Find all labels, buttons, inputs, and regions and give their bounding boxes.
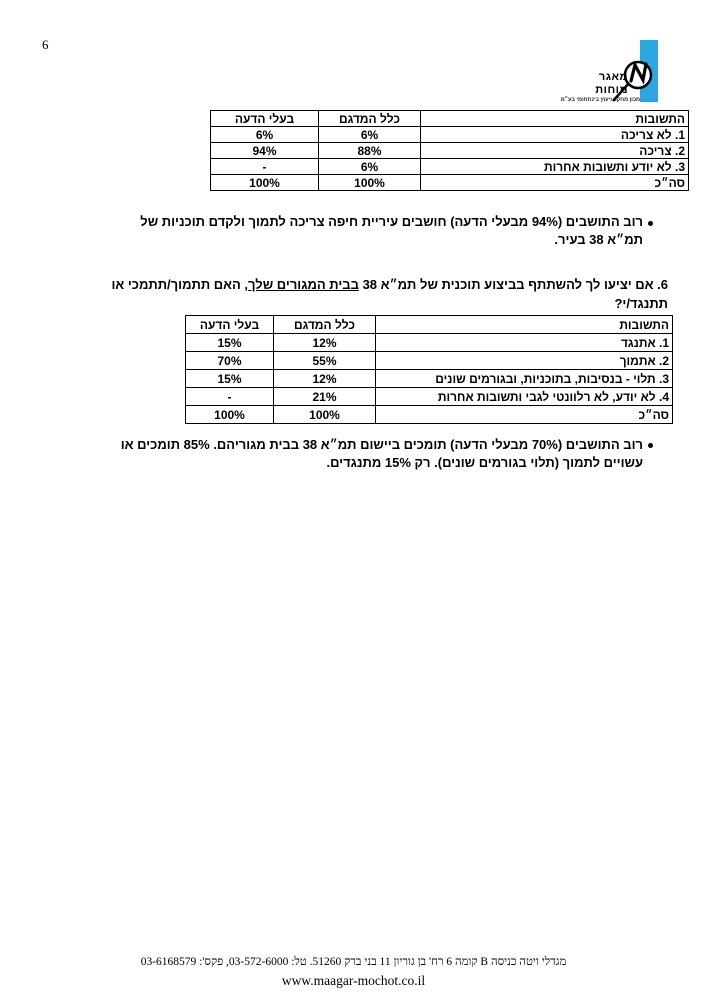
opinion-cell: 6% [211,127,319,143]
opinion-cell: 100% [211,175,319,191]
results-table-q5 [210,110,689,191]
answer-cell: סה״כ [376,406,673,424]
opinion-cell: 15% [186,370,274,388]
table-row [211,127,689,143]
sample-cell: 100% [274,406,376,424]
finding-bullet-q6 [63,436,643,471]
bullet-line: עשויים לתמוך (תלוי בגורמים שונים). רק 15% מתנגדים. [326,454,643,470]
bullet-icon [648,443,653,448]
page-number: 6 [42,37,49,52]
table-header-row [186,316,673,334]
column-header-opinion: בעלי הדעה [186,316,274,334]
column-header-opinion: בעלי הדעה [211,111,319,127]
column-header-sample: כלל המדגם [274,316,376,334]
website-url[interactable]: www.maagar-mochot.co.il [281,973,426,988]
answer-cell: 3. תלוי - בנסיבות, בתוכניות, ובגורמים שונים [376,370,673,388]
logo-name-line1: מאגר [598,71,628,83]
opinion-cell: 15% [186,334,274,352]
column-header-sample: כלל המדגם [319,111,421,127]
answer-cell: 2. אתמוך [376,352,673,370]
question-underlined-phrase: בבית המגורים שלך [248,277,359,292]
sample-cell: 6% [319,127,421,143]
logo-wordmark [595,71,628,96]
sample-cell: 100% [319,175,421,191]
answer-cell: 2. צריכה [421,143,689,159]
footer-website-link[interactable] [0,973,707,989]
table-total-row [211,175,689,191]
logo-tagline: מכון מחקר ויעוץ בינתחומי בע״מ [560,97,640,103]
logo-name-line2: מוחות [595,83,628,96]
question-6-text [68,276,668,313]
opinion-cell: 94% [211,143,319,159]
column-header-answers: התשובות [421,111,689,127]
question-line [68,276,668,295]
sample-cell: 55% [274,352,376,370]
answer-cell: 4. לא יודע, לא רלוונטי לגבי ותשובות אחרות [376,388,673,406]
column-header-answers: התשובות [376,316,673,334]
sample-cell: 12% [274,334,376,352]
results-table-q6 [185,315,673,424]
sample-cell: 21% [274,388,376,406]
opinion-cell: 70% [186,352,274,370]
sample-cell: 12% [274,370,376,388]
opinion-cell: 100% [186,406,274,424]
answer-cell: 1. אתנגד [376,334,673,352]
table-row [211,159,689,175]
question-line: תתנגד/י? [614,295,668,311]
opinion-cell: - [186,388,274,406]
footer-address: מגדלי ויטה כניסה B קומה 6 רח' בן גוריון 11 בני ברק 51260. טל: 03-572-6000, פקס': 03-6168579 [140,956,567,968]
table-total-row [186,406,673,424]
bullet-line: תמ״א 38 בעיר. [554,231,643,247]
sample-cell: 6% [319,159,421,175]
table-row [186,334,673,352]
question-text-before: 6. אם יציעו לך להשתתף בביצוע תוכנית של תמ״א 38 [358,277,668,292]
opinion-cell: - [211,159,319,175]
bullet-line: רוב התושבים (70% מבעלי הדעה) תומכים ביישום תמ״א 38 בבית מגוריהם. 85% תומכים או [120,437,643,452]
bullet-line: רוב התושבים (94% מבעלי הדעה) חושבים עיריית חיפה צריכה לתמוך ולקדם תוכניות של [140,214,643,229]
question-text-after: , האם תתמוך/תתמכי או [111,277,249,292]
table-header-row [211,111,689,127]
answer-cell: סה״כ [421,175,689,191]
sample-cell: 88% [319,143,421,159]
bullet-icon [648,221,653,226]
finding-bullet-q5 [63,213,643,248]
table-row [186,370,673,388]
answer-cell: 1. לא צריכה [421,127,689,143]
table-row [186,352,673,370]
table-row [211,143,689,159]
table-row [186,388,673,406]
answer-cell: 3. לא יודע ותשובות אחרות [421,159,689,175]
